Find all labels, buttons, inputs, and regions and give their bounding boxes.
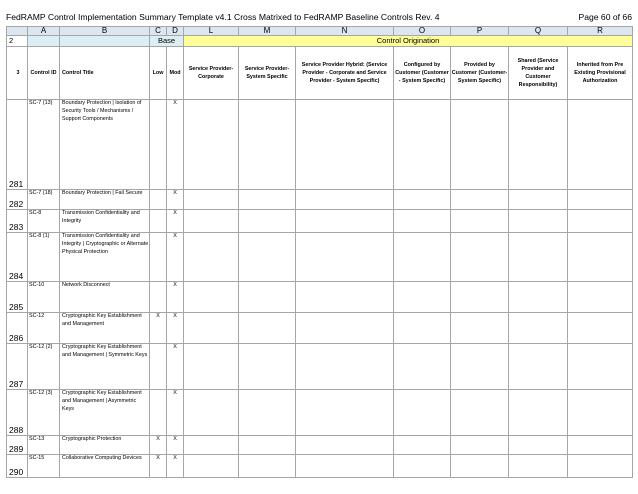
empty-cell[interactable]: [184, 210, 239, 233]
empty-cell[interactable]: [239, 282, 296, 313]
band-blank-cell[interactable]: [28, 36, 60, 47]
mod-cell[interactable]: X: [167, 344, 184, 390]
empty-cell[interactable]: [184, 282, 239, 313]
row-number[interactable]: 2: [7, 36, 28, 47]
empty-cell[interactable]: [394, 455, 451, 478]
corner-cell[interactable]: [7, 27, 28, 36]
mod-cell[interactable]: X: [167, 390, 184, 436]
empty-cell[interactable]: [296, 210, 394, 233]
band-blank-cell[interactable]: [60, 36, 150, 47]
row-number[interactable]: 281: [7, 100, 28, 190]
column-letter-n[interactable]: N: [296, 27, 394, 36]
header-inherited[interactable]: Inherited from Pre Existing Provisional Authorization: [568, 47, 633, 100]
empty-cell[interactable]: [239, 390, 296, 436]
control-id-cell[interactable]: SC-7 (13): [28, 100, 60, 190]
empty-cell[interactable]: [184, 344, 239, 390]
header-mod[interactable]: Mod: [167, 47, 184, 100]
empty-cell[interactable]: [394, 436, 451, 455]
control-title-cell[interactable]: Transmission Confidentiality and Integrity: [60, 210, 150, 233]
empty-cell[interactable]: [451, 313, 509, 344]
table-row: [7, 100, 633, 190]
table-row: [7, 190, 633, 210]
empty-cell[interactable]: [296, 190, 394, 210]
header-control-id[interactable]: Control ID: [28, 47, 60, 100]
empty-cell[interactable]: [568, 190, 633, 210]
empty-cell[interactable]: [239, 100, 296, 190]
control-id-cell[interactable]: SC-13: [28, 436, 60, 455]
control-summary-table: [6, 26, 633, 478]
control-id-cell[interactable]: SC-12 (2): [28, 344, 60, 390]
control-origination-band-cell[interactable]: Control Origination: [184, 36, 633, 47]
control-title-cell[interactable]: Transmission Confidentiality and Integrity | Cryptographic or Alternate Physical Protection: [60, 233, 150, 282]
empty-cell[interactable]: [568, 282, 633, 313]
row-number[interactable]: 288: [7, 390, 28, 436]
control-title-cell[interactable]: Cryptographic Key Establishment and Management: [60, 313, 150, 344]
header-low[interactable]: Low: [150, 47, 167, 100]
empty-cell[interactable]: [184, 190, 239, 210]
empty-cell[interactable]: [296, 100, 394, 190]
empty-cell[interactable]: [451, 436, 509, 455]
column-letter-l[interactable]: L: [184, 27, 239, 36]
empty-cell[interactable]: [568, 344, 633, 390]
empty-cell[interactable]: [509, 100, 568, 190]
low-cell[interactable]: [150, 190, 167, 210]
mod-cell[interactable]: X: [167, 455, 184, 478]
control-title-cell[interactable]: Network Disconnect: [60, 282, 150, 313]
page-number: Page 60 of 66: [578, 12, 632, 22]
empty-cell[interactable]: [184, 313, 239, 344]
empty-cell[interactable]: [568, 455, 633, 478]
empty-cell[interactable]: [509, 313, 568, 344]
empty-cell[interactable]: [296, 233, 394, 282]
page-header: [6, 12, 632, 24]
header-shared[interactable]: Shared (Service Provider and Customer Responsibility): [509, 47, 568, 100]
empty-cell[interactable]: [509, 210, 568, 233]
control-title-cell[interactable]: Cryptographic Key Establishment and Management | Asymmetric Keys: [60, 390, 150, 436]
empty-cell[interactable]: [184, 436, 239, 455]
control-title-cell[interactable]: Cryptographic Key Establishment and Management | Symmetric Keys: [60, 344, 150, 390]
low-cell[interactable]: X: [150, 436, 167, 455]
row-number[interactable]: 3: [7, 47, 28, 100]
empty-cell[interactable]: [239, 313, 296, 344]
column-letter-m[interactable]: M: [239, 27, 296, 36]
row-number[interactable]: 282: [7, 190, 28, 210]
control-id-cell[interactable]: SC-7 (18): [28, 190, 60, 210]
empty-cell[interactable]: [239, 190, 296, 210]
empty-cell[interactable]: [394, 344, 451, 390]
empty-cell[interactable]: [568, 313, 633, 344]
row-number[interactable]: 284: [7, 233, 28, 282]
control-title-cell[interactable]: Cryptographic Protection: [60, 436, 150, 455]
control-id-cell[interactable]: SC-12 (3): [28, 390, 60, 436]
band-row: [7, 36, 633, 47]
empty-cell[interactable]: [451, 390, 509, 436]
table-row: [7, 313, 633, 344]
empty-cell[interactable]: [394, 282, 451, 313]
low-cell[interactable]: [150, 390, 167, 436]
row-number[interactable]: 283: [7, 210, 28, 233]
table-row: [7, 210, 633, 233]
empty-cell[interactable]: [239, 210, 296, 233]
empty-cell[interactable]: [568, 436, 633, 455]
empty-cell[interactable]: [394, 210, 451, 233]
low-cell[interactable]: [150, 344, 167, 390]
control-id-cell[interactable]: SC-8: [28, 210, 60, 233]
empty-cell[interactable]: [509, 455, 568, 478]
empty-cell[interactable]: [394, 190, 451, 210]
empty-cell[interactable]: [509, 390, 568, 436]
empty-cell[interactable]: [451, 100, 509, 190]
row-number[interactable]: 286: [7, 313, 28, 344]
header-provided-customer[interactable]: Provided by Customer (Customer- System Specific): [451, 47, 509, 100]
control-id-cell[interactable]: SC-8 (1): [28, 233, 60, 282]
empty-cell[interactable]: [394, 233, 451, 282]
header-sp-system[interactable]: Service Provider-System Specific: [239, 47, 296, 100]
low-cell[interactable]: [150, 282, 167, 313]
table-row: [7, 436, 633, 455]
mod-cell[interactable]: X: [167, 282, 184, 313]
empty-cell[interactable]: [451, 455, 509, 478]
low-cell[interactable]: [150, 210, 167, 233]
empty-cell[interactable]: [568, 390, 633, 436]
column-letter-d[interactable]: D: [167, 27, 184, 36]
empty-cell[interactable]: [509, 436, 568, 455]
mod-cell[interactable]: X: [167, 436, 184, 455]
empty-cell[interactable]: [394, 100, 451, 190]
empty-cell[interactable]: [568, 233, 633, 282]
column-letter-p[interactable]: P: [451, 27, 509, 36]
empty-cell[interactable]: [184, 390, 239, 436]
empty-cell[interactable]: [296, 390, 394, 436]
control-title-cell[interactable]: Boundary Protection | Fail Secure: [60, 190, 150, 210]
empty-cell[interactable]: [394, 313, 451, 344]
table-row: [7, 455, 633, 478]
mod-cell[interactable]: X: [167, 100, 184, 190]
low-cell[interactable]: X: [150, 455, 167, 478]
row-number[interactable]: 290: [7, 455, 28, 478]
empty-cell[interactable]: [296, 282, 394, 313]
empty-cell[interactable]: [509, 233, 568, 282]
column-header-row: [7, 47, 633, 100]
control-id-cell[interactable]: SC-10: [28, 282, 60, 313]
column-letter-a[interactable]: A: [28, 27, 60, 36]
mod-cell[interactable]: X: [167, 233, 184, 282]
header-control-title[interactable]: Control Title: [60, 47, 150, 100]
column-letter-row: [7, 27, 633, 36]
empty-cell[interactable]: [451, 190, 509, 210]
table-row: [7, 390, 633, 436]
header-sp-corporate[interactable]: Service Provider-Corporate: [184, 47, 239, 100]
empty-cell[interactable]: [184, 233, 239, 282]
header-configured-customer[interactable]: Configured by Customer (Customer - System Specific): [394, 47, 451, 100]
empty-cell[interactable]: [451, 344, 509, 390]
header-sp-hybrid[interactable]: Service Provider Hybrid: (Service Provider - Corporate and Service Provider - System Specific): [296, 47, 394, 100]
empty-cell[interactable]: [509, 190, 568, 210]
low-cell[interactable]: X: [150, 313, 167, 344]
empty-cell[interactable]: [239, 344, 296, 390]
low-cell[interactable]: [150, 100, 167, 190]
row-number[interactable]: 285: [7, 282, 28, 313]
empty-cell[interactable]: [451, 282, 509, 313]
empty-cell[interactable]: [451, 210, 509, 233]
control-title-cell[interactable]: Boundary Protection | Isolation of Security Tools / Mechanisms / Support Components: [60, 100, 150, 190]
control-title-cell[interactable]: Collaborative Computing Devices: [60, 455, 150, 478]
empty-cell[interactable]: [184, 100, 239, 190]
row-number[interactable]: 287: [7, 344, 28, 390]
column-letter-c[interactable]: C: [150, 27, 167, 36]
empty-cell[interactable]: [296, 344, 394, 390]
column-letter-q[interactable]: Q: [509, 27, 568, 36]
empty-cell[interactable]: [239, 436, 296, 455]
column-letter-o[interactable]: O: [394, 27, 451, 36]
empty-cell[interactable]: [451, 233, 509, 282]
low-cell[interactable]: [150, 233, 167, 282]
document-title: FedRAMP Control Implementation Summary Template v4.1 Cross Matrixed to FedRAMP Baseline Controls Rev. 4: [6, 12, 440, 22]
empty-cell[interactable]: [239, 233, 296, 282]
empty-cell[interactable]: [296, 455, 394, 478]
empty-cell[interactable]: [394, 390, 451, 436]
empty-cell[interactable]: [509, 344, 568, 390]
table-row: [7, 282, 633, 313]
column-letter-b[interactable]: B: [60, 27, 150, 36]
empty-cell[interactable]: [296, 313, 394, 344]
row-number[interactable]: 289: [7, 436, 28, 455]
table-row: [7, 233, 633, 282]
mod-cell[interactable]: X: [167, 313, 184, 344]
empty-cell[interactable]: [568, 100, 633, 190]
base-band-cell[interactable]: Base: [150, 36, 184, 47]
mod-cell[interactable]: X: [167, 190, 184, 210]
table-row: [7, 344, 633, 390]
control-id-cell[interactable]: SC-12: [28, 313, 60, 344]
empty-cell[interactable]: [239, 455, 296, 478]
column-letter-r[interactable]: R: [568, 27, 633, 36]
empty-cell[interactable]: [296, 436, 394, 455]
control-id-cell[interactable]: SC-15: [28, 455, 60, 478]
empty-cell[interactable]: [568, 210, 633, 233]
mod-cell[interactable]: X: [167, 210, 184, 233]
empty-cell[interactable]: [184, 455, 239, 478]
empty-cell[interactable]: [509, 282, 568, 313]
